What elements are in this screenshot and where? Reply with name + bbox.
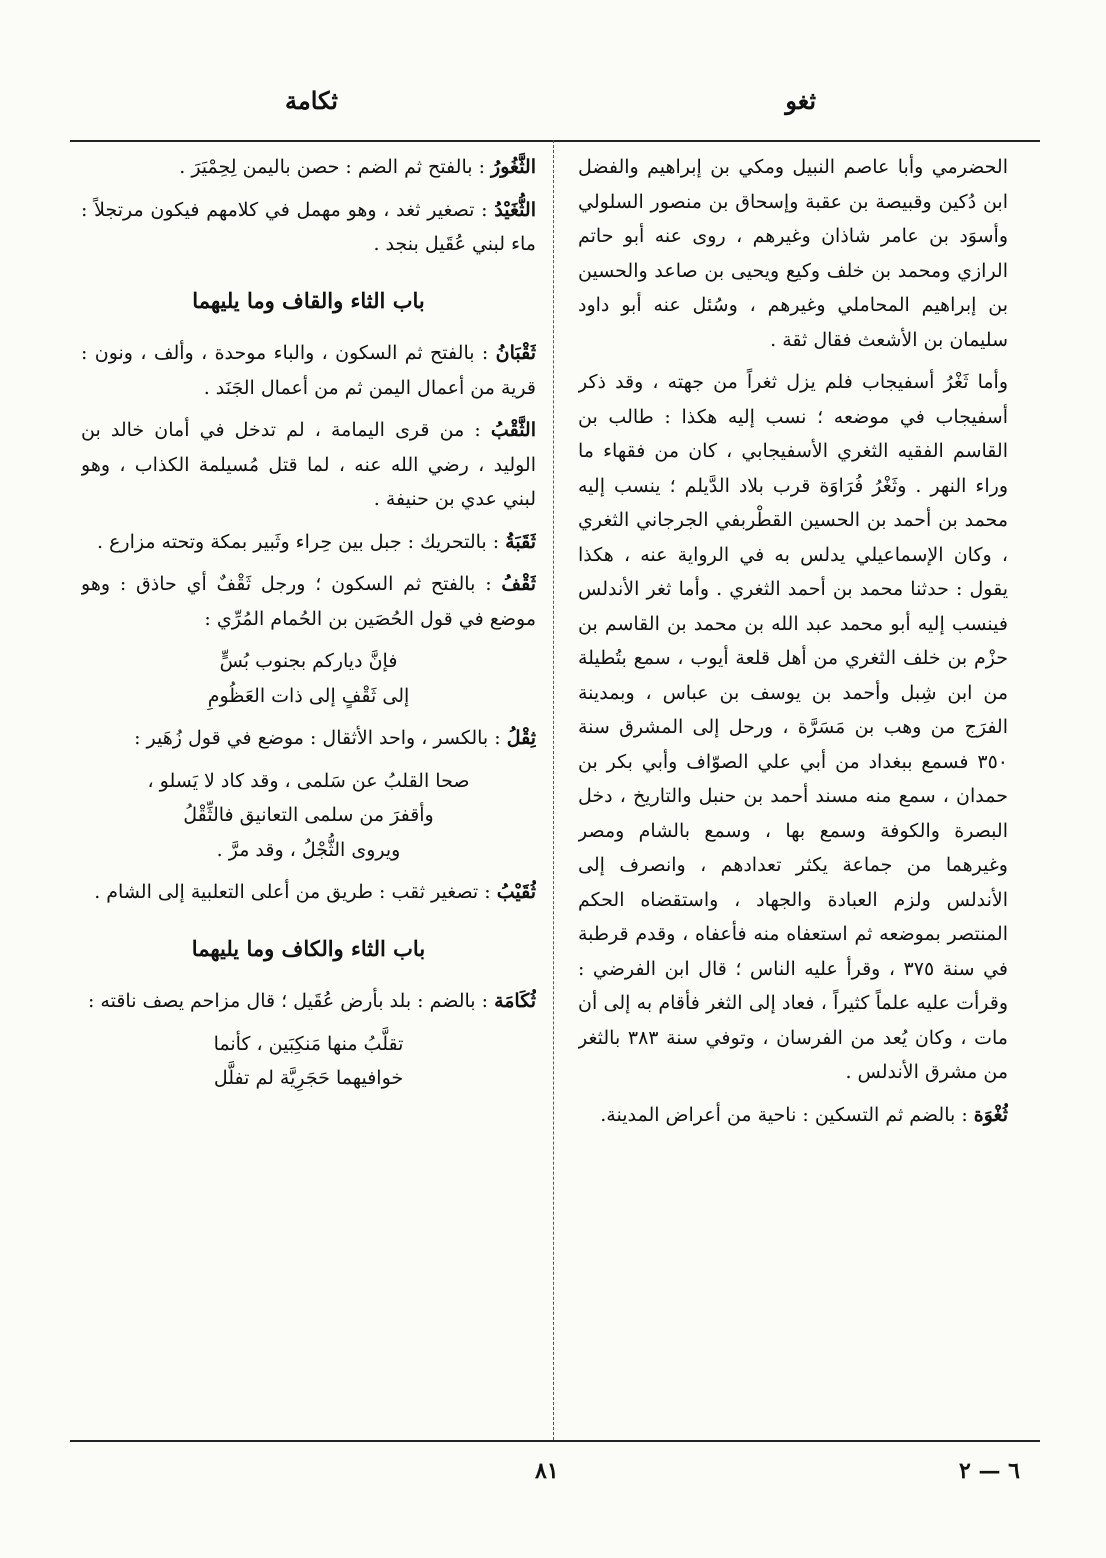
section-heading: باب الثاء والكاف وما يليهما	[191, 935, 426, 961]
entry-text: : بالضم : بلد بأرض عُقَيل ؛ قال مزاحم يصف ناقته :	[87, 990, 495, 1012]
entry	[81, 413, 536, 517]
verse	[81, 764, 536, 868]
headword: الثُّغَيْدُ	[494, 198, 536, 221]
entry	[81, 336, 536, 405]
header-rule	[70, 140, 1040, 142]
paragraph: وأما ثَغْرُ أسفيجاب فلم يزل ثغراً من جهته ، وقد ذكر أسفيجاب في موضعه ؛ نسب إليه هكذا : طالب بن القاسم الفقيه الثغري الأسفيجابي ، كان من فقهاء ما وراء النهر . وثَغْرُ فُرَاوَة قرب بلاد الدَّيلم ؛ ينسب إليه محمد بن أحمد بن الحسين القطْربفي الجرجاني الثغري ، وكان الإسماعيلي يدلس به في الرواية عنه ، هكذا يقول : حدثنا محمد بن أحمد الثغري . وأما ثغر الأندلس فينسب إليه أبو محمد عبد الله بن محمد بن القاسم بن حزْم بن خلف الثغري من أهل قلعة أيوب ، سمع بتُطيلة من ابن شِبل وأحمد بن يوسف بن عباس ، وبمدينة الفرَج من وهب بن مَسَرَّة ، ورحل إلى المشرق سنة ٣٥٠ فسمع ببغداد من أبي علي الصوّاف وأبي بكر بن حمدان ، سمع منه مسند أحمد بن حنبل والتاريخ ، دخل البصرة والكوفة وسمع بها ، وسمع بالشام ومصر وغيرهما من جماعة يكثر تعدادهم ، وانصرف إلى الأندلس ولزم العبادة والجهاد ، واستقضاه الحكم المنتصر بموضعه ثم استعفاه منه فأعفاه ، وقدم قرطبة في سنة ٣٧٥ ، وقرأ عليه الناس ؛ قال ابن الفرضي : وقرأت عليه علماً كثيراً ، فعاد إلى الثغر فأقام به إلى أن مات ، وكان يُعد من الفرسان ، وتوفي سنة ٣٨٣ بالثغر من مشرق الأندلس .	[578, 371, 1008, 1083]
entry-text: : بالضم ثم التسكين : ناحية من أعراض المدينة.	[600, 1103, 974, 1126]
entry-text: : بالكسر ، واحد الأثقال : موضع في قول زُهَير :	[134, 727, 507, 749]
verse-line: خوافيهما حَجَرِيَّة لم تفلَّل	[213, 1067, 404, 1089]
entry	[81, 875, 536, 910]
entry-text: : تصغير ثغد ، وهو مهمل في كلامهم فيكون مرتجلاً : ماء لبني عُقَيل بنجد .	[81, 198, 536, 255]
running-head-right: ثغو	[785, 86, 816, 115]
headword: الثَّغُورُ	[491, 156, 536, 178]
verse-line: تقلَّبُ منها مَنكِبَين ، كأنما	[213, 1032, 404, 1055]
signature-mark: ٦ — ٢	[959, 1458, 1020, 1484]
headword: ثُغْوَة	[973, 1103, 1008, 1126]
entry	[81, 193, 536, 262]
entry-text: : من قرى اليمامة ، لم تدخل في أمان خالد بن الوليد ، رضي الله عنه ، لما قتل مُسيلمة الكذاب ، وهو لبني عدي بن حنيفة .	[81, 419, 536, 510]
page-number: ٨١	[535, 1458, 559, 1484]
running-head-left: ثكامة	[285, 86, 338, 115]
entry	[81, 525, 536, 560]
headword: ثَقْفُ	[501, 573, 536, 595]
headword: ثُقَيْبُ	[496, 881, 536, 903]
verse	[81, 1027, 536, 1096]
left-column	[81, 150, 536, 1430]
verse-line: وأقفرَ من سلمى التعانيق فالثِّقْلُ	[183, 804, 434, 826]
entry-text: : تصغير ثقب : طريق من أعلى التعلبية إلى الشام .	[94, 881, 497, 903]
headword: ثُكَامَة	[494, 990, 536, 1012]
entry	[81, 150, 536, 185]
entry-text: : بالفتح ثم الضم : حصن باليمن لِحِمْيَرَ .	[179, 156, 492, 178]
footer-rule	[70, 1440, 1040, 1442]
entry-text: : بالفتح ثم السكون ، والباء موحدة ، وألف ، ونون : قرية من أعمال اليمن ثم من أعمال الجَنَد .	[81, 342, 536, 399]
entry-thughwa	[578, 1098, 1008, 1133]
entry	[81, 721, 536, 756]
entry	[81, 984, 536, 1019]
headword: ثِقْلُ	[506, 727, 536, 749]
headword: ثَقَبَةُ	[505, 530, 536, 553]
verse-line: ويروى الثُّجْلُ ، وقد مرَّ .	[216, 838, 401, 861]
entry-text: : بالفتح ثم السكون ؛ ورجل ثَقْفٌ أي حاذق : وهو موضع في قول الحُصَين بن الحُمام المُرِّي :	[81, 573, 536, 630]
paragraph: الحضرمي وأبا عاصم النبيل ومكي بن إبراهيم والفضل ابن دُكين وقبيصة بن عقبة وإسحاق بن منصور السلولي وأسوَد بن عامر شاذان وغيرهم ، روى عنه أبو حاتم الرازي ومحمد بن خلف وكيع ويحيى بن صاعد والحسين بن إبراهيم المحاملي وغيرهم ، وسُئل عنه أبو داود سليمان بن الأشعث فقال ثقة .	[578, 156, 1008, 351]
entry-text: : بالتحريك : جبل بين حِراء وثَبير بمكة وتحته مزارع .	[96, 530, 506, 553]
column-divider	[553, 140, 554, 1440]
verse-line: إلى ثَقْفٍ إلى ذات العَظُومِ	[207, 684, 410, 707]
right-column	[578, 150, 1008, 1430]
section-heading: باب الثاء والقاف وما يليهما	[192, 287, 425, 313]
entry	[81, 567, 536, 636]
headword: ثَقْبَانُ	[495, 342, 536, 364]
headword: الثَّقْبُ	[490, 419, 536, 441]
verse-line: صحا القلبُ عن سَلمى ، وقد كاد لا يَسلو ،	[147, 769, 470, 792]
verse	[81, 644, 536, 713]
verse-line: فإنَّ دياركم بجنوب بُسٍّ	[219, 650, 398, 672]
